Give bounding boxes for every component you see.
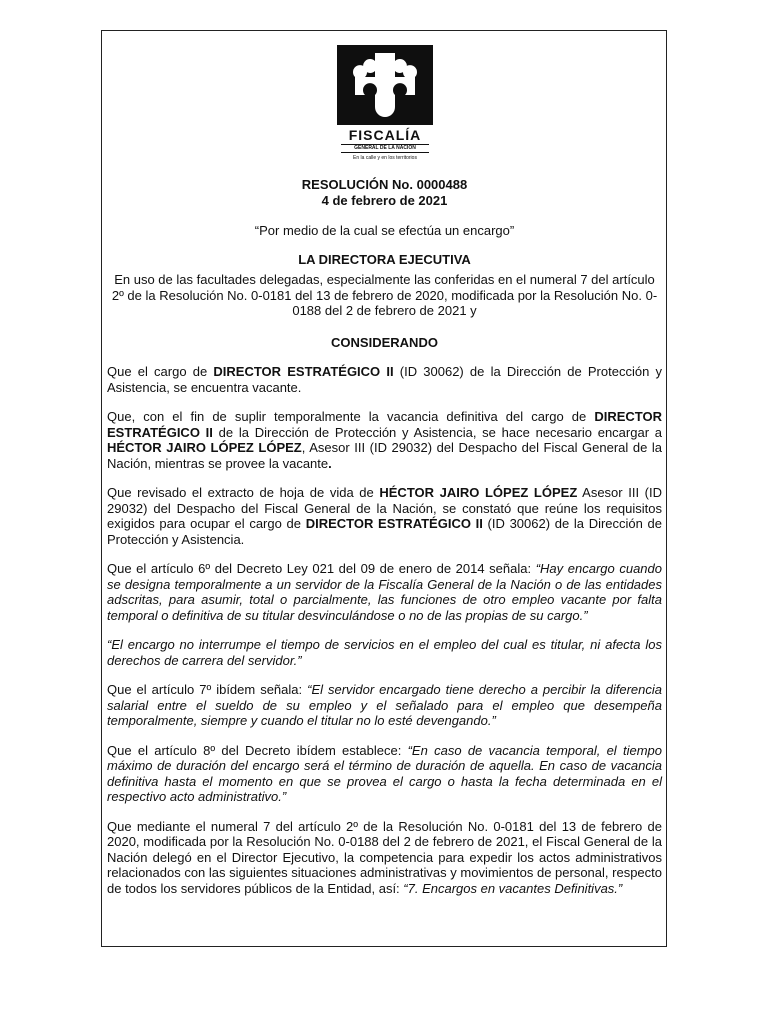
logo-tagline: En la calle y en los territorios [353,155,417,161]
p1-position: DIRECTOR ESTRATÉGICO II [213,364,394,379]
logo-subtitle: GENERAL DE LA NACIÓN [341,144,429,153]
resolution-number: RESOLUCIÓN No. 0000488 [301,177,468,192]
preamble: En uso de las facultades delegadas, especialmente las conferidas en el numeral 7 del artículo 2º de la Resolución No. 0-0181 del 13 de febrero de 2020, modificada por la Resolución No. 0-0188 del 2 de febrero de 2021 y [111,272,658,318]
paragraph-4 [107,561,662,623]
p2-text-c: de la Dirección de Protección y Asistencia, se hace necesario encargar a [212,424,663,440]
p4-text-a: Que el artículo 6º del Decreto Ley 021 del 09 de enero de 2014 señala: [107,561,536,576]
resolution-date: 4 de febrero de 2021 [321,192,448,208]
p8-quote: “7. Encargos en vacantes Definitivas.” [403,880,623,896]
fiscalia-logo [337,45,433,165]
p2-text-a: Que, con el fin de suplir temporalmente la vacancia definitiva del cargo de [107,409,595,424]
paragraph-6 [107,682,662,729]
paragraph-5 [107,637,662,668]
resolution-purpose: “Por medio de la cual se efectúa un encargo” [254,223,515,238]
p6-text-a: Que el artículo 7º ibídem señala: [107,682,308,697]
p2-person: HÉCTOR JAIRO LÓPEZ LÓPEZ [107,440,302,455]
paragraph-8 [107,819,662,897]
paragraph-7 [107,743,662,805]
authority-title: LA DIRECTORA EJECUTIVA [298,251,471,267]
p2-period: . [328,455,332,471]
p3-text-a: Que revisado el extracto de hoja de vida de [107,485,380,500]
p8-text-a: Que mediante el numeral 7 del artículo 2º de la Resolución No. 0-0181 del 13 de febrero de 2020, modificada por la Resolución No. 0-0188 del 2 de febrero de 2021, el Fiscal General de la Nación delegó en el Director Ejecutivo, la competencia para expedir los actos administrativos relacionados con las siguientes situaciones administrativas y movimientos de personal, respecto de todos los servidores públicos de la Entidad, así: [107,818,662,896]
p4-quote: “Hay encargo cuando se designa temporalmente a un servidor de la Fiscalía General de la Nación o de las entidades adscritas, para asumir, total o parcialmente, las funciones de otro empleo vacante por falta temporal o definitiva de su titular desvinculándose o no de las propias de su cargo.” [107,561,662,623]
p1-text-a: Que el cargo de [107,364,214,379]
logo-name: FISCALÍA [348,127,422,143]
p7-quote: “En caso de vacancia temporal, el tiempo máximo de duración del encargo será el término de duración de aquella. En caso de vacancia definitiva hasta el momento en que se provea el cargo o hasta la fecha determinada en el respectivo acto administrativo.” [107,742,662,804]
p5-quote: “El encargo no interrumpe el tiempo de servicios en el empleo del cual es titular, ni afecta los derechos de carrera del servidor.” [107,637,662,668]
puzzle-piece-icon [337,45,433,125]
paragraph-2 [107,409,662,471]
p3-position: DIRECTOR ESTRATÉGICO II [305,516,483,531]
p3-person: HÉCTOR JAIRO LÓPEZ LÓPEZ [379,485,578,500]
p2-text-e: , Asesor III (ID 29032) del Despacho del Fiscal General de la Nación, mientras se provee la vacante [107,440,662,471]
considering-heading: CONSIDERANDO [331,334,438,350]
p6-quote: “El servidor encargado tiene derecho a percibir la diferencia salarial entre el sueldo de su empleo y el señalado para el empleo que desempeña temporalmente, siempre y cuando el titular no lo esté devengando.” [107,682,662,728]
p3-text-e: (ID 30062) de la Dirección de Protección y Asistencia. [107,516,663,547]
p1-text-c: (ID 30062) de la Dirección de Protección y Asistencia, se encuentra vacante. [107,364,662,395]
p2-position: DIRECTOR ESTRATÉGICO II [107,409,662,440]
p7-text-a: Que el artículo 8º del Decreto ibídem establece: [107,742,408,758]
document-body [107,177,662,896]
paragraph-3 [107,485,662,547]
paragraph-1 [107,364,662,395]
p3-text-c: Asesor III (ID 29032) del Despacho del Fiscal General de la Nación, se constató que reúne los requisitos exigidos para ocupar el cargo de [107,485,663,531]
